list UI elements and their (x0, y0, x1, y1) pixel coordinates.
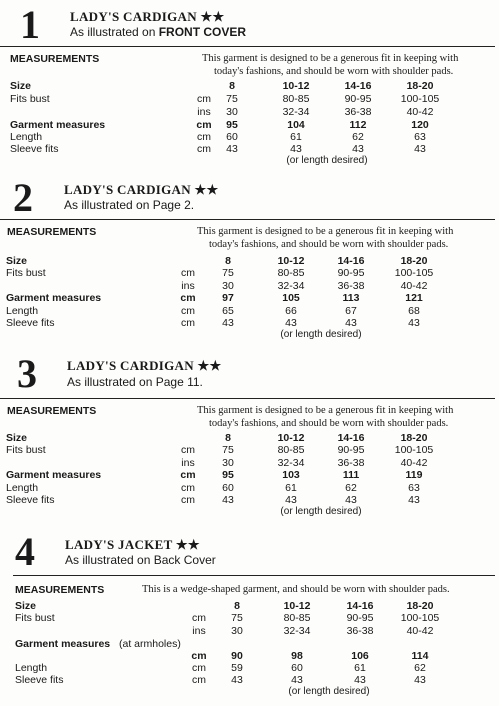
fit-note-line: This garment is designed to be a generous fit in keeping with (197, 226, 454, 237)
fits-bust-ins-row (0, 457, 499, 469)
size-row (0, 255, 499, 267)
fits-bust-ins-row-value: 30 (226, 106, 238, 118)
pattern-number: 4 (15, 529, 35, 574)
garment-measures-row (0, 292, 499, 304)
fit-note-line: This is a wedge-shaped garment, and should be worn with shoulder pads. (142, 584, 450, 595)
garment-measures-row-value: 97 (222, 292, 234, 304)
fits-bust-ins-row-unit: ins (181, 457, 195, 469)
garment-measures-row-value: 114 (411, 650, 429, 662)
length-row-value: 63 (408, 482, 420, 494)
length-row-value: 62 (352, 131, 364, 143)
fits-bust-ins-row-value: 36-38 (346, 625, 374, 637)
pattern-title-line (65, 537, 200, 553)
fits-bust-row-label: Fits bust (6, 267, 46, 279)
fits-bust-ins-row-unit: ins (181, 280, 195, 292)
fits-bust-ins-row-value: 30 (222, 280, 234, 292)
fits-bust-row-value: 80-85 (277, 267, 305, 279)
size-row-value: 10-12 (283, 600, 311, 612)
garment-measures-row-value: 111 (342, 469, 360, 481)
fits-bust-row (0, 444, 499, 456)
garment-measures-row (0, 469, 499, 481)
sleeve-row-value: 43 (408, 317, 420, 329)
size-row-value: 10-12 (282, 80, 310, 92)
fits-bust-row-value: 75 (222, 267, 234, 279)
sleeve-row (0, 317, 499, 329)
sleeve-row (0, 494, 499, 506)
garment-measures-row (0, 650, 499, 662)
fits-bust-row-label: Fits bust (6, 444, 46, 456)
section-rule (0, 46, 495, 47)
length-desired-note: (or length desired) (288, 686, 370, 697)
length-row-value: 60 (291, 662, 303, 674)
fits-bust-ins-row-value: 36-38 (337, 457, 365, 469)
sleeve-row-value: 43 (414, 143, 426, 155)
section-rule (0, 398, 495, 399)
length-row-label: Length (10, 131, 43, 143)
length-row-value: 59 (231, 662, 243, 674)
pattern-subtitle: As illustrated on Page 2. (64, 198, 195, 212)
pattern-subtitle-line (64, 198, 194, 212)
length-desired-note: (or length desired) (286, 155, 368, 166)
size-row-value: 18-20 (400, 255, 428, 267)
garment-measures-row-label: Garment measures (6, 292, 102, 304)
fits-bust-row (0, 267, 499, 279)
length-row-value: 61 (290, 131, 302, 143)
measurements-heading: MEASUREMENTS (7, 405, 97, 417)
fit-note-line: This garment is designed to be a generous fit in keeping with (202, 53, 459, 64)
fits-bust-row-value: 100-105 (400, 93, 440, 105)
fits-bust-ins-row (0, 625, 499, 637)
fits-bust-row-value: 90-95 (346, 612, 374, 624)
garment-measures-row-value: 113 (342, 292, 360, 304)
fits-bust-ins-row-unit: ins (197, 106, 211, 118)
fits-bust-row-unit: cm (197, 93, 211, 105)
sleeve-row-label: Sleeve fits (6, 494, 55, 506)
sleeve-row-value: 43 (231, 674, 243, 686)
sleeve-row-value: 43 (285, 494, 297, 506)
garment-measures-row-value: 90 (231, 650, 243, 662)
length-row-value: 60 (222, 482, 234, 494)
size-row-value: 8 (225, 255, 231, 267)
sleeve-row (0, 674, 499, 686)
garment-measures-row (0, 119, 499, 131)
sleeve-row-label: Sleeve fits (10, 143, 59, 155)
length-row-value: 61 (285, 482, 297, 494)
sleeve-row-unit: cm (181, 494, 195, 506)
garment-measures-label-row (0, 638, 499, 650)
sleeve-row-value: 43 (345, 494, 357, 506)
fits-bust-ins-row (0, 106, 499, 118)
difficulty-stars: ★★ (194, 182, 219, 197)
fits-bust-row-unit: cm (192, 612, 206, 624)
pattern-title-line (70, 9, 224, 25)
fit-note (202, 53, 458, 78)
fits-bust-row-value: 80-85 (283, 612, 311, 624)
garment-measures-row-label: Garment measures (10, 119, 106, 131)
length-row-value: 65 (222, 305, 234, 317)
size-row-label: Size (15, 600, 37, 612)
length-row (0, 482, 499, 494)
size-row-value: 14-16 (337, 255, 365, 267)
garment-measures-label: Garment measures (15, 638, 111, 650)
fits-bust-ins-row-value: 32-34 (277, 457, 305, 469)
garment-measures-row-value: 119 (405, 469, 423, 481)
fits-bust-row-unit: cm (181, 444, 195, 456)
length-row (0, 662, 499, 674)
garment-measures-row-unit: cm (180, 469, 196, 481)
length-row-unit: cm (181, 482, 195, 494)
length-row (0, 131, 499, 143)
pattern-subtitle: As illustrated on Back Cover (65, 553, 216, 567)
size-row-value: 8 (225, 432, 231, 444)
fit-note (197, 405, 453, 430)
garment-measures-row-value: 95 (222, 469, 234, 481)
pattern-title-line (64, 182, 218, 198)
fits-bust-ins-row-value: 36-38 (337, 280, 365, 292)
size-row-value: 14-16 (346, 600, 374, 612)
size-row-value: 10-12 (277, 255, 305, 267)
pattern-subtitle-line (70, 25, 246, 39)
fits-bust-row-value: 90-95 (337, 267, 365, 279)
fits-bust-row-value: 90-95 (344, 93, 372, 105)
size-row-value: 8 (234, 600, 240, 612)
sleeve-row-label: Sleeve fits (6, 317, 55, 329)
length-row-unit: cm (181, 305, 195, 317)
garment-measures-row-value: 103 (282, 469, 300, 481)
section-rule (0, 219, 495, 220)
pattern-title-line (67, 358, 221, 374)
pattern-subtitle-line (65, 553, 216, 567)
size-row-value: 18-20 (406, 80, 434, 92)
fit-note-line: today's fashions, and should be worn with shoulder pads. (209, 238, 449, 250)
fit-note (142, 584, 450, 597)
sleeve-row-value: 43 (345, 317, 357, 329)
fits-bust-row-label: Fits bust (15, 612, 55, 624)
fits-bust-ins-row-value: 40-42 (406, 625, 434, 637)
fits-bust-ins-row-value: 30 (231, 625, 243, 637)
fits-bust-row-unit: cm (181, 267, 195, 279)
size-row (0, 80, 499, 92)
fits-bust-ins-row-value: 36-38 (344, 106, 372, 118)
pattern-title: LADY'S JACKET (65, 537, 173, 552)
section-rule (13, 575, 495, 576)
size-row-value: 14-16 (337, 432, 365, 444)
sleeve-row-unit: cm (197, 143, 211, 155)
fits-bust-row-value: 80-85 (282, 93, 310, 105)
sleeve-row-unit: cm (192, 674, 206, 686)
pattern-title: LADY'S CARDIGAN (70, 9, 197, 24)
fits-bust-row-value: 75 (231, 612, 243, 624)
size-row-value: 14-16 (344, 80, 372, 92)
fit-note-line: today's fashions, and should be worn with shoulder pads. (214, 65, 454, 77)
difficulty-stars: ★★ (175, 537, 200, 552)
size-row-label: Size (10, 80, 32, 92)
garment-measures-row-value: 98 (291, 650, 303, 662)
length-row-value: 66 (285, 305, 297, 317)
difficulty-stars: ★★ (200, 9, 225, 24)
sleeve-row-value: 43 (354, 674, 366, 686)
pattern-number: 3 (17, 351, 37, 396)
sleeve-row-label: Sleeve fits (15, 674, 64, 686)
fits-bust-ins-row-value: 32-34 (282, 106, 310, 118)
size-row-label: Size (6, 432, 28, 444)
sleeve-row-value: 43 (352, 143, 364, 155)
pattern-subtitle: As illustrated on (70, 25, 159, 39)
length-row-unit: cm (197, 131, 211, 143)
garment-measures-row-value: 120 (411, 119, 429, 131)
sleeve-row-value: 43 (285, 317, 297, 329)
sleeve-row-value: 43 (414, 674, 426, 686)
sleeve-row-value: 43 (291, 674, 303, 686)
sleeve-row-value: 43 (408, 494, 420, 506)
fits-bust-row-value: 100-105 (400, 612, 440, 624)
fits-bust-row-value: 100-105 (394, 267, 434, 279)
fits-bust-ins-row-value: 30 (222, 457, 234, 469)
fits-bust-row-value: 75 (222, 444, 234, 456)
size-row-value: 10-12 (277, 432, 305, 444)
length-desired-note: (or length desired) (280, 506, 362, 517)
fits-bust-ins-row-value: 40-42 (406, 106, 434, 118)
fits-bust-ins-row-value: 40-42 (400, 280, 428, 292)
fits-bust-row (0, 93, 499, 105)
length-row-label: Length (6, 482, 39, 494)
pattern-subtitle-emphasis: FRONT COVER (158, 25, 247, 39)
pattern-subtitle-line (67, 375, 203, 389)
size-row-value: 18-20 (406, 600, 434, 612)
length-row-value: 62 (345, 482, 357, 494)
pattern-subtitle: As illustrated on Page 11. (67, 375, 203, 389)
pattern-number: 2 (13, 175, 33, 220)
fits-bust-ins-row-unit: ins (192, 625, 206, 637)
garment-measures-row-unit: cm (191, 650, 207, 662)
length-row-unit: cm (192, 662, 206, 674)
garment-measures-row-label: Garment measures (6, 469, 102, 481)
fits-bust-row (0, 612, 499, 624)
fits-bust-ins-row-value: 32-34 (277, 280, 305, 292)
garment-measures-row-value: 105 (282, 292, 300, 304)
measurements-heading: MEASUREMENTS (10, 53, 100, 65)
size-row-value: 8 (229, 80, 235, 92)
length-row-label: Length (15, 662, 48, 674)
garment-measures-row-value: 106 (351, 650, 369, 662)
measurements-heading: MEASUREMENTS (15, 584, 105, 596)
fit-note-line: today's fashions, and should be worn with shoulder pads. (209, 417, 449, 429)
garment-measures-suffix: (at armholes) (119, 638, 181, 650)
fits-bust-row-value: 75 (226, 93, 238, 105)
length-row-value: 68 (408, 305, 420, 317)
length-row-value: 62 (414, 662, 426, 674)
sleeve-row-value: 43 (222, 494, 234, 506)
sleeve-row-value: 43 (222, 317, 234, 329)
sleeve-row (0, 143, 499, 155)
sleeve-row-value: 43 (226, 143, 238, 155)
length-row-value: 67 (345, 305, 357, 317)
garment-measures-row-value: 112 (349, 119, 367, 131)
garment-measures-row-unit: cm (180, 292, 196, 304)
size-row-label: Size (6, 255, 28, 267)
sleeve-row-unit: cm (181, 317, 195, 329)
fits-bust-row-value: 90-95 (337, 444, 365, 456)
length-row-value: 63 (414, 131, 426, 143)
measurements-heading: MEASUREMENTS (7, 226, 97, 238)
fit-note-line: This garment is designed to be a generous fit in keeping with (197, 405, 454, 416)
sleeve-row-value: 43 (290, 143, 302, 155)
garment-measures-row-unit: cm (196, 119, 212, 131)
length-desired-note: (or length desired) (280, 329, 362, 340)
garment-measures-row-value: 104 (287, 119, 305, 131)
size-row (0, 600, 499, 612)
garment-measures-row-value: 121 (405, 292, 423, 304)
length-row-value: 61 (354, 662, 366, 674)
length-row-value: 60 (226, 131, 238, 143)
fits-bust-ins-row-value: 40-42 (400, 457, 428, 469)
pattern-title: LADY'S CARDIGAN (64, 182, 191, 197)
length-row (0, 305, 499, 317)
size-row-value: 18-20 (400, 432, 428, 444)
fits-bust-row-label: Fits bust (10, 93, 50, 105)
pattern-title: LADY'S CARDIGAN (67, 358, 194, 373)
length-row-label: Length (6, 305, 39, 317)
fits-bust-ins-row (0, 280, 499, 292)
fits-bust-row-value: 80-85 (277, 444, 305, 456)
size-row (0, 432, 499, 444)
fit-note (197, 226, 453, 251)
pattern-number: 1 (20, 2, 40, 47)
difficulty-stars: ★★ (197, 358, 222, 373)
fits-bust-ins-row-value: 32-34 (283, 625, 311, 637)
garment-measures-row-value: 95 (226, 119, 238, 131)
fits-bust-row-value: 100-105 (394, 444, 434, 456)
